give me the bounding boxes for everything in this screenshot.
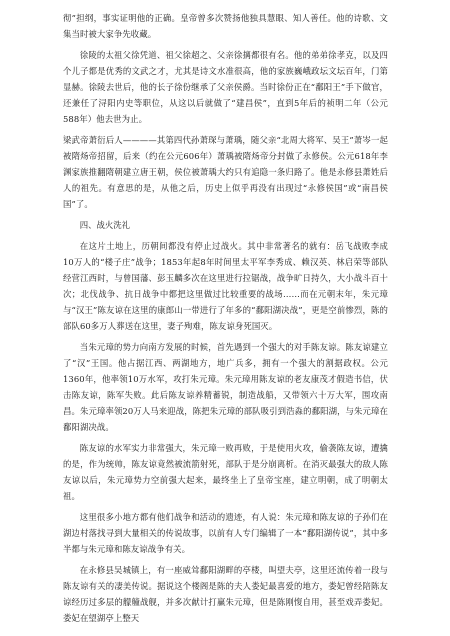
paragraph: 当朱元璋的势力向南方发展的时候，首先遇到一个强大的对手陈友谅。陈友谅建立了“汉”王国。他占据江西、两湖地方，地广兵多，拥有一个强大的割据政权。公元1360年，他率领10万水军，攻打朱元璋。朱元璋用陈友谅的老友康茂才假造书信，伏击陈友谅，陈军失败。此后陈友谅养精蓄锐，制造战船，又带领六十万大军，围攻南昌。朱元璋率领20万人马来迎战，陈把朱元璋的部队吸引到浩淼的鄱阳湖，与朱元璋在鄱阳湖决战。	[63, 342, 388, 432]
paragraph: 彻”担纲，事实证明他的正确。皇帝曾多次赞扬他独具慧眼、知人善任。他的诗歌、文集当时被大家争先收藏。	[63, 13, 388, 39]
paragraph: 徐陵的太祖父徐凭道、祖父徐超之、父亲徐摛都很有名。他的弟弟徐孝克，以及四个儿子都是优秀的文武之才，尤其是诗文水准很高，他的家族巍峨政坛文坛百年，门第显赫。徐陵去世后，他的长子徐份继承了父亲侯爵。当时徐份正在“鄱阳王”手下做官，还兼任了浔阳内史等职位，从这以后就做了“建昌侯”，直到5年后的祯明二年（公元588年）他去世为止。	[63, 50, 388, 124]
paragraph: 这里很多小地方都有他们战争和活动的遗迹，有人说：朱元璋和陈友谅的子孙们在湖边村落找寻到大量相关的传说故事，以前有人专门编辑了一本“鄱阳湖传说”，其中多半都与朱元璋和陈友谅战争有关。	[63, 512, 388, 554]
document-body	[63, 10, 388, 631]
paragraph: 陈友谅的水军实力非常强大，朱元璋一败再败，于是使用火攻，偷袭陈友谅，遭擒的是，作为统帅，陈友谅竟然被流箭射死，部队于是分崩离析。在消灭最强大的敌人陈友谅以后，朱元璋势力空前强大起来，最终坐上了皇帝宝座，建立明朝，成了明朝太祖。	[63, 443, 388, 501]
paragraph: 在永修县吴城镇上，有一座威耸鄱阳湖畔的亭楼，叫望夫亭，这里还流传着一段与陈友谅有关的凄美传说。据说这个楼阁是陈的夫人娄妃最喜爱的地方，娄妃曾经陪陈友谅经历过多层的艨艟战舰，并多次献计打赢朱元璋，但是陈刚愎自用，甚至戏弄娄妃。娄妃在望湖亭上整天	[63, 565, 388, 623]
paragraph: 在这片土地上，历朝间都没有停止过战火。其中非常著名的就有：岳飞战败李成 10万人的“楼子庄”战争；1853年起8年时间里太平军李秀成、赖汉英、林启荣等部队经营江西时，与曾国藩、彭玉麟多次在这里进行拉锯战，战争旷日持久，大小战斗百十次；北伐战争、抗日战争中都把这里做过比较重要的战场……而在元朝末年，朱元璋与“汉王”陈友谅在这里的康郎山一带进行了年多的“鄱阳湖决战”，更是空前惨烈，陈的部队60多万人葬送在这里，妻子殉难，陈友谅身死国灭。	[63, 241, 388, 331]
paragraph: 梁武帝萧衍后人————其第四代孙萧琛与萧瑀，随父亲“北周大将军、吴王”萧岑一起被隋炀帝招留，后来（约在公元606年）萧瑀被隋炀帝分封做了永修侯。公元618年李渊家族推翻隋朝建立唐王朝，侯位被萧瑀大约只有追隐一条归路了。他是永修县萧姓后人的祖先。有意思的是，从他之后，历史上似乎再没有出现过“永修侯国”或“南昌侯国”了。	[63, 135, 388, 209]
section-heading: 四、战火洗礼	[79, 220, 131, 230]
